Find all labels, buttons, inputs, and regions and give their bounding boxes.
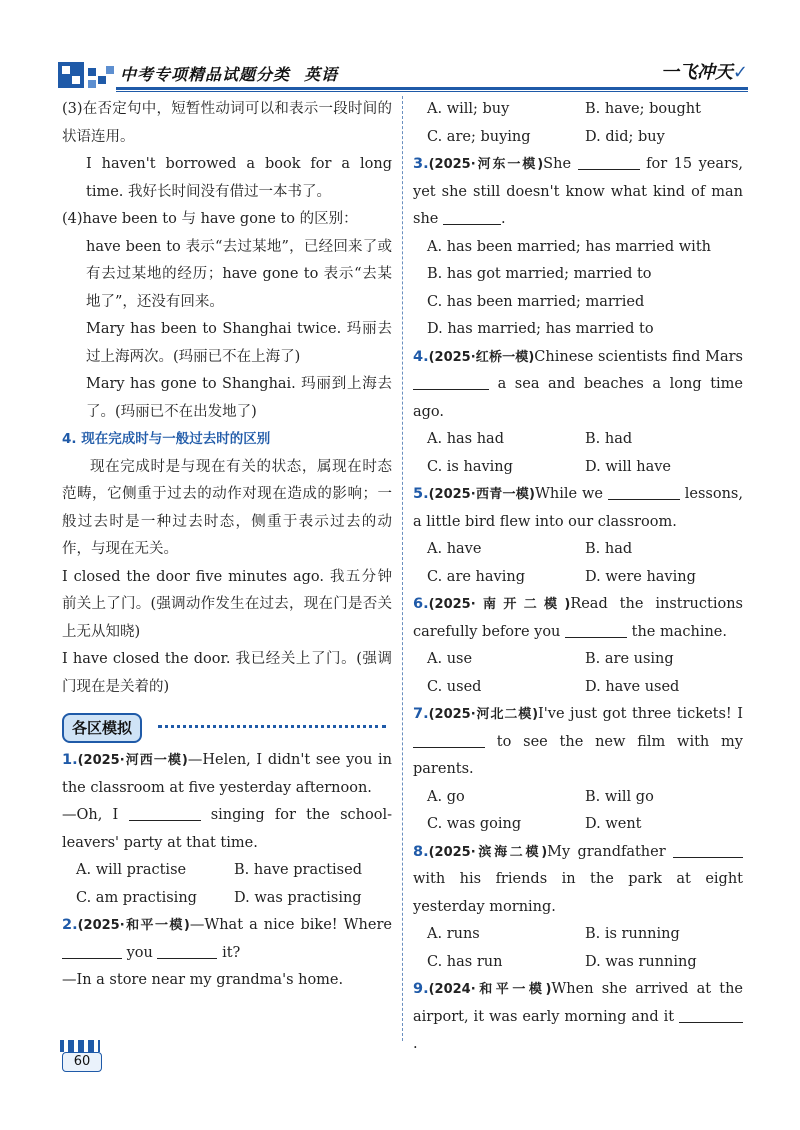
option-c[interactable]: C. are having	[427, 568, 525, 585]
question-source: (2025·河东一模)	[428, 157, 544, 172]
option-a[interactable]: A. have	[427, 541, 482, 557]
header-rule-thin	[116, 91, 748, 92]
option-d[interactable]: D. was practising	[234, 889, 362, 906]
question-source: (2025·滨海二模)	[428, 844, 548, 860]
option-c[interactable]: C. is having	[427, 458, 513, 475]
header-rule	[116, 87, 748, 90]
options	[413, 921, 743, 976]
question-number: 8.	[413, 843, 429, 860]
rule-3-title: (3)在否定句中，短暂性动词可以和表示一段时间的状语连用。	[62, 101, 392, 145]
brand-logo: 一飞冲天✓	[660, 62, 748, 83]
answer-blank[interactable]	[673, 843, 743, 858]
banner-label: 各区模拟	[62, 713, 142, 743]
option-b[interactable]: B. is running	[585, 926, 680, 942]
options	[413, 784, 743, 839]
question-5: 5.(2025·西青一模)While we lessons, a little bird flew into our classroom. A. have B. had C. are having D. were having	[413, 481, 743, 591]
option-d[interactable]: D. was running	[585, 953, 697, 970]
question-number: 5.	[413, 486, 429, 502]
option-a[interactable]: A. has been married; has married with	[427, 238, 711, 255]
answer-blank[interactable]	[578, 155, 640, 170]
flag-icon	[60, 1040, 100, 1052]
option-a[interactable]: A. will; buy	[427, 101, 510, 117]
answer-blank[interactable]	[157, 944, 217, 959]
option-d[interactable]: D. has married; has married to	[427, 321, 654, 337]
question-source: (2024·和平一模)	[428, 982, 552, 997]
question-3: 3.(2025·河东一模)She for 15 years, yet she still doesn't know what kind of man she . A. has been married; has married with B. has got married; married to C. has been married; married D. has married; has married to	[413, 151, 743, 344]
options	[62, 857, 392, 912]
answer-blank[interactable]	[413, 733, 485, 748]
column-divider	[402, 96, 403, 1041]
option-a[interactable]: A. has had	[427, 431, 504, 447]
page-number: 60	[62, 1052, 102, 1072]
answer-blank[interactable]	[608, 485, 680, 500]
question-number: 4.	[413, 348, 429, 365]
question-9: 9.(2024·和平一模)When she arrived at the airport, it was early morning and it .	[413, 981, 743, 1052]
rule-4-example-2: Mary has gone to Shanghai. 玛丽到上海去了。(玛丽已不在出发地了)	[86, 376, 392, 420]
answer-blank[interactable]	[565, 623, 627, 638]
option-b[interactable]: B. are using	[585, 651, 674, 667]
option-a[interactable]: A. use	[427, 651, 473, 667]
question-source: (2025·和平一模)	[77, 918, 190, 933]
rule-3-example: I haven't borrowed a book for a long time. 我好长时间没有借过一本书了。	[86, 156, 392, 200]
option-b[interactable]: B. has got married; married to	[427, 266, 652, 282]
option-b[interactable]: B. have; bought	[585, 101, 701, 117]
section-4-example-2: I have closed the door. 我已经关上了门。(强调门现在是关着的)	[62, 651, 392, 695]
option-d[interactable]: D. will have	[585, 458, 672, 475]
question-source: (2025·河西一模)	[77, 753, 188, 768]
question-7: 7.(2025·河北二模)I've just got three tickets! I to see the new film with my parents. A. go B. will go C. was going D. went	[413, 701, 743, 839]
section-4-title: 4. 现在完成时与一般过去时的区别	[62, 431, 271, 447]
question-1: 1.(2025·河西一模)—Helen, I didn't see you in the classroom at five yesterday afternoon. —Oh, I singing for the school-leavers' party at that time. A. will practise B. have practised C. am practising D. was practising	[62, 747, 392, 912]
options	[413, 426, 743, 481]
checker-icon	[58, 60, 116, 90]
question-number: 3.	[413, 156, 429, 172]
option-a[interactable]: A. runs	[427, 926, 480, 942]
option-c[interactable]: C. has been married; married	[427, 293, 645, 310]
option-c[interactable]: C. am practising	[76, 889, 197, 906]
options	[413, 536, 743, 591]
option-b[interactable]: B. have practised	[234, 862, 362, 878]
left-column	[62, 96, 392, 995]
section-banner	[62, 707, 392, 745]
option-b[interactable]: B. will go	[585, 788, 654, 805]
option-b[interactable]: B. had	[585, 541, 633, 557]
question-8: 8.(2025·滨海二模)My grandfather with his friends in the park at eight yesterday morning. A. runs B. is running C. has run D. was running	[413, 839, 743, 977]
option-c[interactable]: C. used	[427, 678, 482, 695]
question-4: 4.(2025·红桥一模)Chinese scientists find Mars a sea and beaches a long time ago. A. has had B. had C. is having D. will have	[413, 344, 743, 482]
question-source: (2025·西青一模)	[428, 487, 535, 502]
option-c[interactable]: C. has run	[427, 953, 503, 970]
question-6: 6.(2025·南开二模)Read the instructions carefully before you the machine. A. use B. are using C. used D. have used	[413, 591, 743, 701]
rule-4-text: have been to 表示“去过某地”，已经回来了或有去过某地的经历；have gone to 表示“去某地了”，还没有回来。	[86, 238, 392, 310]
options	[413, 96, 743, 151]
banner-dots	[158, 725, 386, 728]
option-b[interactable]: B. had	[585, 431, 633, 447]
answer-blank[interactable]	[62, 944, 122, 959]
question-source: (2025·南开二模)	[428, 597, 571, 612]
option-d[interactable]: D. did; buy	[585, 128, 665, 145]
option-d[interactable]: D. have used	[585, 678, 680, 695]
answer-blank[interactable]	[679, 1008, 743, 1023]
options	[413, 234, 743, 344]
question-number: 1.	[62, 752, 78, 768]
section-4-text: 现在完成时是与现在有关的状态，属现在时态范畴，它侧重于过去的动作对现在造成的影响；一般过去时是一种过去时态，侧重于表示过去的动作，与现在无关。	[62, 458, 392, 557]
question-source: (2025·红桥一模)	[428, 349, 535, 365]
options	[413, 646, 743, 701]
book-title: 中考专项精品试题分类 英语	[120, 65, 339, 84]
option-c[interactable]: C. are; buying	[427, 128, 531, 145]
option-d[interactable]: D. went	[585, 816, 642, 832]
answer-blank[interactable]	[129, 806, 201, 821]
answer-blank[interactable]	[413, 375, 489, 390]
question-2: 2.(2025·和平一模)—What a nice bike! Where you it? —In a store near my grandma's home.	[62, 917, 392, 988]
page-number-badge	[60, 1040, 106, 1074]
rule-4-title: (4)have been to 与 have gone to 的区别：	[62, 211, 358, 227]
rule-4-example-1: Mary has been to Shanghai twice. 玛丽去过上海两次。(玛丽已不在上海了)	[86, 321, 392, 365]
question-number: 2.	[62, 917, 78, 933]
page-header	[58, 58, 748, 92]
option-a[interactable]: A. will practise	[76, 862, 187, 878]
answer-blank[interactable]	[443, 210, 501, 225]
right-column	[413, 96, 743, 1059]
question-number: 7.	[413, 706, 429, 722]
option-d[interactable]: D. were having	[585, 568, 696, 585]
question-source: (2025·河北二模)	[428, 707, 539, 722]
question-number: 9.	[413, 981, 429, 997]
section-4-example-1: I closed the door five minutes ago. 我五分钟前关上了门。(强调动作发生在过去，现在门是否关上无从知晓)	[62, 568, 392, 640]
option-c[interactable]: C. was going	[427, 816, 522, 832]
question-number: 6.	[413, 596, 429, 612]
option-a[interactable]: A. go	[427, 788, 465, 805]
